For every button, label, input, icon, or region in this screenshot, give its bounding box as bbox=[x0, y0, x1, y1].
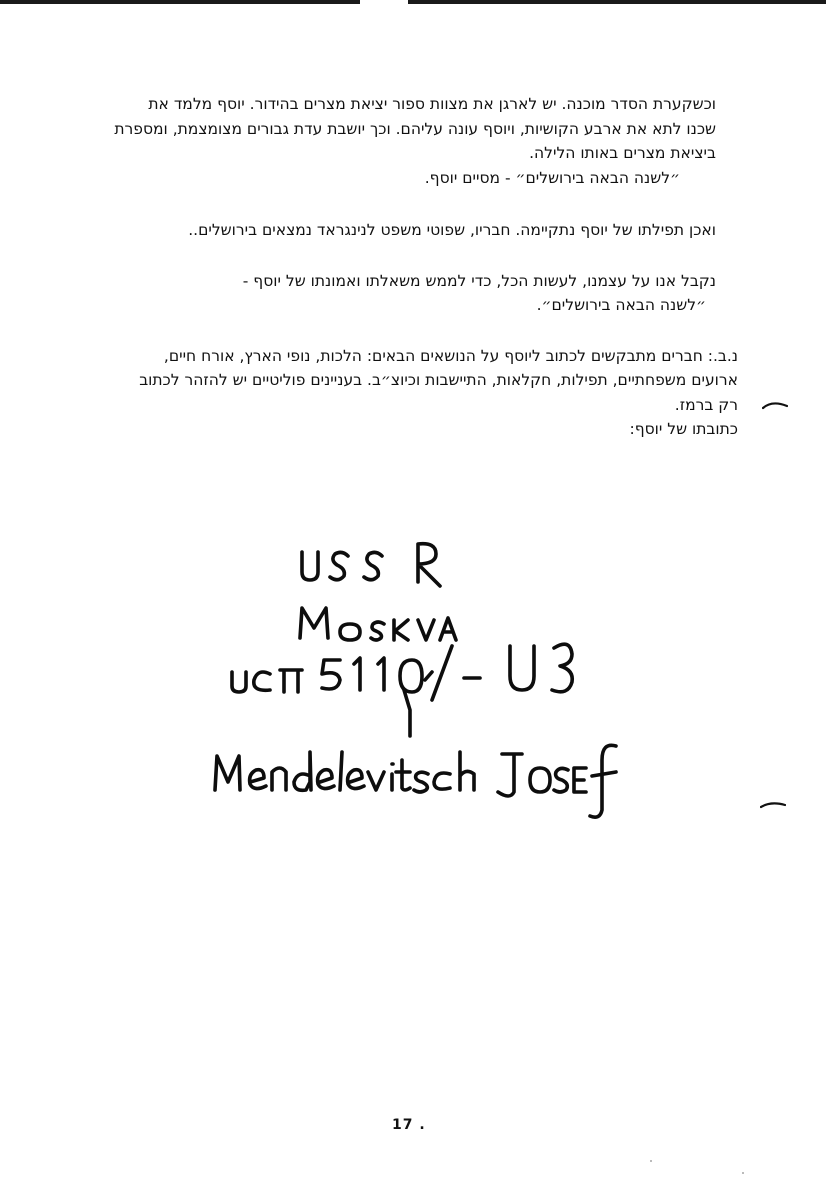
paragraph-seder bbox=[66, 92, 738, 190]
paragraph-1-line-2: שכנו לתא את ארבע הקושיות, ויוסף עונה עליהם. וכך יושבת עדת גבורים מצומצמת, ומספרת bbox=[114, 119, 716, 138]
scan-speck bbox=[742, 1172, 744, 1174]
top-border-line bbox=[0, 0, 826, 4]
paragraph-1-line-1: וכשקערת הסדר מוכנה. יש לארגן את מצוות ספור יציאת מצרים בהידור. יוסף מלמד את bbox=[148, 95, 716, 113]
paragraph-4-line-2: ארועים משפחתיים, תפילות, חקלאות, התיישבות וכיוצ״ב. בעניינים פוליטיים יש להזהר לכתוב bbox=[139, 371, 738, 389]
paragraph-commitment bbox=[66, 269, 738, 318]
scan-speck bbox=[650, 1160, 652, 1162]
paragraph-3-line-1: נקבל אנו על עצמנו, לעשות הכל, כדי לממש משאלתו ואמונתו של יוסף - bbox=[242, 271, 716, 290]
page-number: 17 . bbox=[392, 1117, 426, 1133]
paragraph-4-line-1: נ.ב.: חברים מתבקשים לכתוב ליוסף על הנושאים הבאים: הלכות, נופי הארץ, אורח חיים, bbox=[163, 346, 738, 365]
handwritten-address bbox=[170, 520, 690, 840]
paragraph-3-line-2: ״לשנה הבאה בירושלים״. bbox=[536, 296, 706, 314]
top-border-gap bbox=[360, 0, 408, 4]
letter-body bbox=[66, 92, 738, 442]
margin-mark-bottom bbox=[760, 800, 786, 810]
paragraph-4-line-3: רק ברמז. bbox=[674, 395, 738, 414]
handwritten-address-drawing bbox=[170, 520, 690, 840]
paragraph-1-line-4: ״לשנה הבאה בירושלים״ - מסיים יוסף. bbox=[424, 168, 680, 187]
address-heading: כתובתו של יוסף: bbox=[629, 420, 738, 438]
margin-mark-top bbox=[762, 400, 788, 410]
paragraph-1-line-3: ביציאת מצרים באותו הלילה. bbox=[529, 144, 716, 162]
paragraph-postscript bbox=[66, 344, 738, 442]
paragraph-prayer-fulfilled: ואכן תפילתו של יוסף נתקיימה. חבריו, שפוטי משפט לנינגראד נמצאים בירושלים.. bbox=[188, 221, 716, 239]
